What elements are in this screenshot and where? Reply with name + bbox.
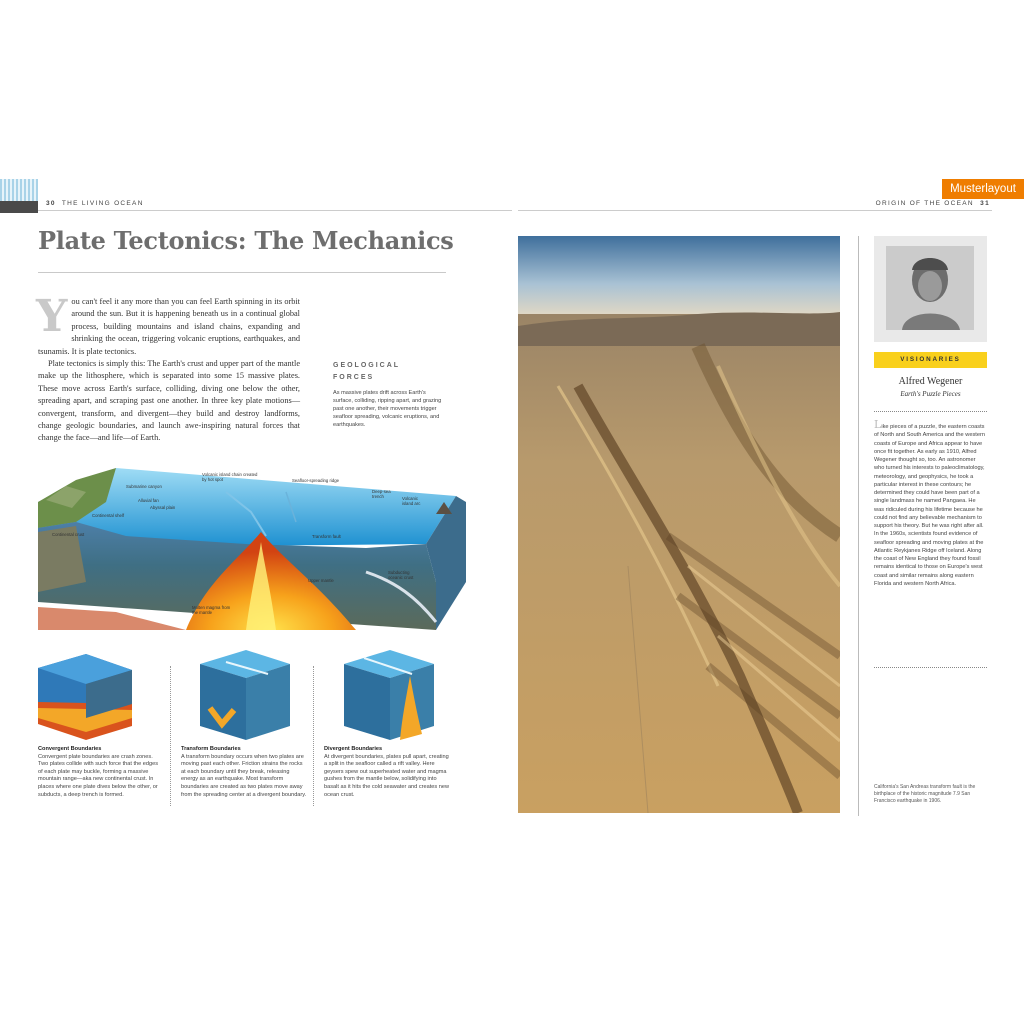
- aerial-landscape-image: [518, 236, 840, 813]
- convergent-boundary-diagram: [36, 648, 134, 744]
- label-volcanic-island-chain: Volcanic island chain created by hot spot: [202, 472, 258, 482]
- alfred-wegener-portrait: [874, 236, 987, 342]
- label-volcanic-island-arc: Volcanic island arc: [402, 496, 421, 506]
- photo-caption: California's San Andreas transform fault is the birthplace of the historic magnitude 7.9 San Francisco earthquake in 1906.: [874, 784, 976, 804]
- column-divider-2: [313, 666, 314, 806]
- label-abyssal-plain: Abyssal plain: [150, 505, 176, 510]
- divergent-title: Divergent Boundaries: [324, 746, 383, 752]
- transform-title: Transform Boundaries: [181, 746, 241, 752]
- left-running-head: THE LIVING OCEAN: [61, 200, 144, 207]
- visionary-subtitle: Earth's Puzzle Pieces: [900, 390, 961, 398]
- convergent-caption: [38, 746, 164, 799]
- diagram-illustration: [36, 462, 466, 634]
- paragraph-1: [36, 291, 300, 358]
- running-head-right: [876, 200, 990, 207]
- article-body: [36, 291, 300, 445]
- label-transform-fault: Transform fault: [312, 534, 341, 539]
- san-andreas-fault-photo: [518, 236, 840, 813]
- visionary-body: ike pieces of a puzzle, the eastern coasts of North and South America and the western coasts of Europe and Africa appear to have once fit together. As early as 1910, Alfred Wegener thought so, too. An astronomer who turned his interests to paleoclimatology, meteorology, and geophysics, he took a particular interest in these contours; he determined they could have been part of a single landmass he named Pangaea. He was ridiculed during his lifetime because he could not find any believable mechanism to support his theory. But he was right after all. In the 1960s, scientists found evidence of seafloor spreading and moving plates at the Atlantic Reykjanes Ridge off Iceland. Along the coast of New England they found fossil remains identical to those on Europe's west coast and similar remains along eastern Florida and western North Africa.: [874, 424, 985, 587]
- label-continental-shelf: Continental shelf: [92, 513, 125, 518]
- title-rule: [38, 272, 446, 273]
- transform-caption: [181, 746, 307, 799]
- label-seafloor-ridge: Seafloor-spreading ridge: [292, 478, 340, 483]
- paragraph-2: Plate tectonics is simply this: The Earth's crust and upper part of the mantle make up the lithosphere, which is separated into some 15 massive plates. These move across Earth's surface, colliding, diving one below the other, spreading apart, and scraping past one another. In three key plate motions—convergent, transform, and divergent—they build and destroy landforms, change geologic boundaries, and launch awe-inspiring natural forces that change the face—and life—of Earth.: [38, 359, 300, 443]
- right-page-number: 31: [980, 200, 990, 207]
- label-continental-crust: Continental crust: [52, 532, 85, 537]
- divergent-caption: [324, 746, 450, 799]
- portrait-frame: [874, 236, 987, 342]
- label-deep-sea-trench: Deep-sea trench: [372, 489, 391, 499]
- visionaries-label: VISIONARIES: [874, 352, 987, 368]
- visionary-text: [874, 418, 987, 588]
- column-divider-1: [170, 666, 171, 806]
- label-subducting-crust: Subducting oceanic crust: [388, 570, 414, 580]
- header-rule-right: [518, 210, 992, 211]
- label-upper-mantle: Upper mantle: [308, 578, 334, 583]
- musterlayout-badge: Musterlayout: [942, 179, 1024, 199]
- running-head-left: [46, 200, 144, 207]
- sidebar-text: As massive plates drift across Earth's surface, colliding, ripping apart, and grazing past one another, their movements trigger seafloor spreading, volcanic eruptions, and earthquakes.: [333, 390, 442, 428]
- divergent-text: At divergent boundaries, plates pull apart, creating a split in the seafloor called a rift valley. Here geysers spew out superheated water and magma gushes from the mantle below, solidifying into basalt as it hits the cold seawater and creates new ocean crust.: [324, 753, 449, 798]
- right-running-head: ORIGIN OF THE OCEAN: [875, 200, 974, 207]
- page-edge-stripe: [0, 179, 38, 201]
- paragraph-1-text: ou can't feel it any more than you can feel Earth spinning in its orbit around the sun. But it is happening beneath us in a continual global process, building mountains and island chains, expanding and shrinking the ocean, triggering volcanic eruptions, earthquakes, and tsunamis. It is plate tectonics.: [38, 297, 300, 356]
- header-rule-left: [38, 210, 512, 211]
- dotted-rule-top: [874, 411, 987, 412]
- label-submarine-canyon: Submarine canyon: [126, 484, 162, 489]
- sidebar-heading: GEOLOGICAL FORCES: [333, 362, 400, 381]
- drop-cap: Y: [36, 291, 68, 342]
- label-molten-magma: Molten magma from the mantle: [192, 605, 231, 615]
- page-title: Plate Tectonics: The Mechanics: [38, 226, 454, 255]
- left-page-number: 30: [46, 200, 56, 207]
- page-edge-tab: [0, 201, 38, 213]
- plate-tectonics-diagram: [36, 462, 466, 634]
- convergent-title: Convergent Boundaries: [38, 746, 102, 752]
- convergent-text: Convergent plate boundaries are crash zones. Two plates collide with such force that the edges of each plate may buckle, forming a massive mountain range—aka new continental crust. In places where one plate dives below the other, or subducts, a deep trench is formed.: [38, 753, 159, 798]
- visionary-drop-cap: L: [874, 418, 882, 431]
- visionary-name: Alfred Wegener: [898, 376, 963, 387]
- dotted-rule-bottom: [874, 667, 987, 668]
- divergent-boundary-diagram: [340, 648, 438, 744]
- sidebar-divider: [858, 236, 859, 816]
- label-alluvial-fan: Alluvial fan: [138, 498, 159, 503]
- transform-boundary-diagram: [196, 648, 294, 744]
- transform-text: A transform boundary occurs when two plates are moving past each other. Friction strains the rocks at each boundary until they break, releasing energy as an earthquake. Most transform boundaries are created as two plates move away from the spreading center at a divergent boundary.: [181, 753, 307, 798]
